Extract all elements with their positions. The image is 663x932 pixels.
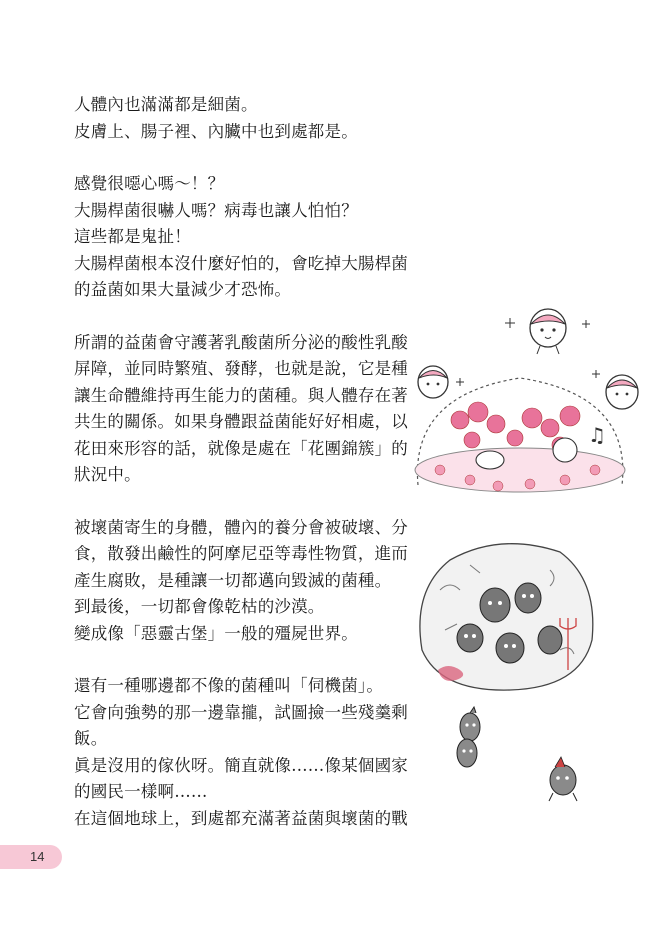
text-line: 大腸桿菌很嚇人嗎？病毒也讓人怕怕？: [74, 200, 358, 220]
text-line: 這些都是鬼扯！: [74, 227, 191, 246]
text-line: 狀況中。: [74, 465, 141, 484]
text-line: 共生的關係。如果身體跟益菌能好好相處，以: [74, 412, 408, 431]
text-line: 花田來形容的話，就像是處在「花團錦簇」的: [74, 438, 408, 458]
music-note-icon: ♫: [588, 423, 606, 447]
text-line: 到最後，一切都會像乾枯的沙漠。: [74, 597, 325, 616]
text-line: 皮膚上、腸子裡、內臟中也到處都是。: [74, 121, 358, 141]
text-line: 所謂的益菌會守護著乳酸菌所分泌的酸性乳酸: [74, 332, 408, 352]
sparkle-icons: [456, 318, 600, 386]
flying-good-bacteria-top: [530, 309, 566, 354]
text-line: 屏障，並同時繁殖、發酵，也就是說，它是種: [74, 359, 408, 378]
text-line: 在這個地球上，到處都充滿著益菌與壞菌的戰: [74, 808, 408, 828]
text-line: 的國民一樣啊……: [74, 782, 208, 801]
paragraph-1: [74, 92, 394, 145]
paragraph-5: [74, 673, 408, 832]
text-line: 感覺很噁心嗎～！？: [74, 174, 225, 193]
text-line: 大腸桿菌根本沒什麼好怕的，會吃掉大腸桿菌: [74, 253, 408, 273]
flying-good-bacteria-left: [418, 366, 448, 398]
text-line: 還有一種哪邊都不像的菌種叫「伺機菌」。: [74, 676, 384, 695]
text-line: 讓生命體維持再生能力的菌種。與人體存在著: [74, 385, 408, 405]
text-line: 的益菌如果大量減少才恐怖。: [74, 280, 292, 299]
page-number: 14: [30, 849, 45, 864]
flying-good-bacteria-right: [606, 375, 638, 409]
text-line: 被壞菌寄生的身體，體內的養分會被破壞、分: [74, 517, 408, 537]
paragraph-3: [74, 330, 408, 489]
stacked-bacteria: [457, 713, 480, 767]
body-text: [74, 92, 408, 858]
paragraph-4: [74, 515, 408, 648]
paragraph-2: [74, 171, 408, 304]
text-line: 它會向強勢的那一邊靠攏，試圖撿一些殘羹剩: [74, 702, 408, 722]
bad-bacteria-rock-illustration: [410, 530, 600, 695]
text-line: 產生腐敗，是種讓一切都邁向毀滅的菌種。: [74, 570, 392, 590]
text-line: 人體內也滿滿都是細菌。: [74, 95, 258, 114]
text-line: 變成像「惡靈古堡」一般的殭屍世界。: [74, 623, 358, 643]
lone-bacteria: [549, 757, 577, 801]
text-line: 飯。: [74, 729, 108, 748]
text-line: 食，散發出鹼性的阿摩尼亞等毒性物質，進而: [74, 544, 408, 563]
flower-garden-dome-illustration: [400, 300, 645, 505]
opportunistic-bacteria-illustration: [445, 705, 595, 815]
text-line: 眞是沒用的傢伙呀。簡直就像……像某個國家: [74, 755, 408, 775]
